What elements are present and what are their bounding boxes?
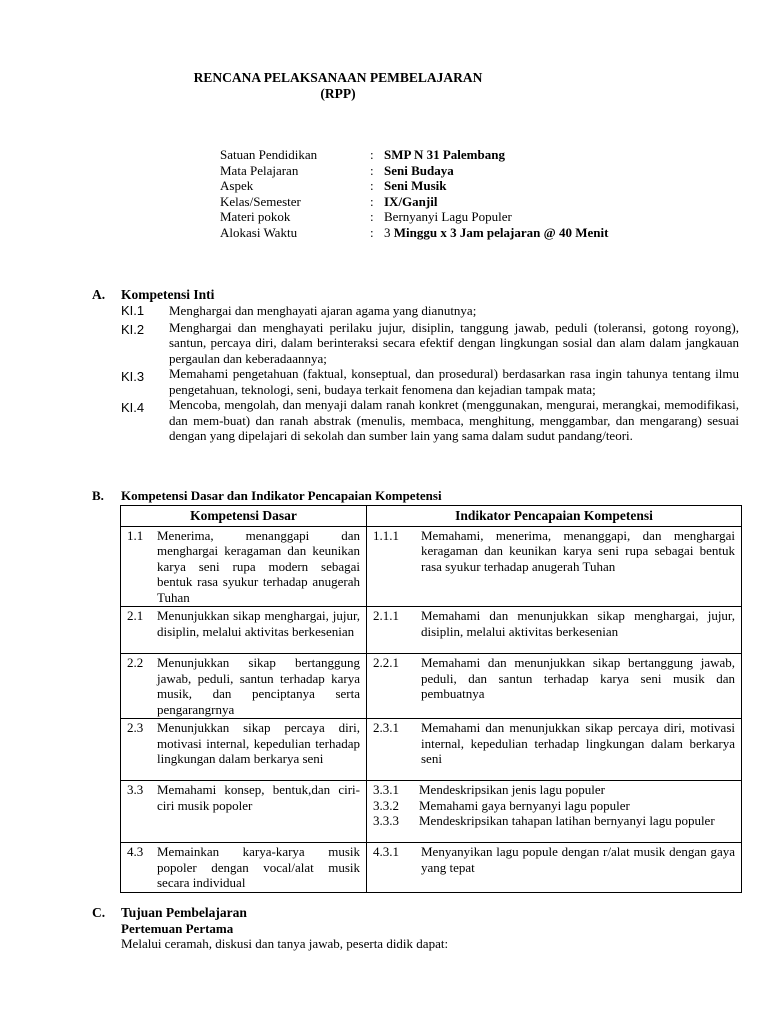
identity-colon: : <box>370 209 374 224</box>
indicator-text: Memahami, menerima, menanggapi, dan menghargai keragaman dan keunikan karya seni rupa sebagai bentuk rasa syukur terhadap anugerah Tuhan <box>421 527 735 574</box>
kd-cell <box>121 654 367 719</box>
doc-title-line1: RENCANA PELAKSANAAN PEMBELAJARAN <box>193 70 483 85</box>
identity-colon: : <box>370 224 374 240</box>
identity-row <box>220 147 608 163</box>
indicator-number: 4.3.1 <box>373 844 399 859</box>
kd-text: Menunjukkan sikap menghargai, jujur, disiplin, melalui aktivitas berkesenian <box>157 608 360 639</box>
section-title: Kompetensi Dasar dan Indikator Pencapaian Kompetensi <box>121 488 442 503</box>
kd-text: Memainkan karya-karya musik popoler dengan vocal/alat musik secara individual <box>157 844 360 890</box>
indicator-text: Memahami dan menunjukkan sikap percaya diri, motivasi internal, kepedulian terhadap lingkungan dalam berkarya seni <box>421 720 735 766</box>
kd-number: 2.2 <box>127 655 144 670</box>
indicator-cell <box>367 526 742 607</box>
ki-item <box>121 303 739 319</box>
kd-text: Memahami konsep, bentuk,dan ciri-ciri musik popoler <box>157 782 360 813</box>
identity-row <box>220 163 608 179</box>
kd-text: Menunjukkan sikap bertanggung jawab, peduli, santun terhadap karya musik, dan penciptanya serta pengarangrnya <box>157 655 360 717</box>
indicator-cell <box>367 607 742 654</box>
section-c-text: Melalui ceramah, diskusi dan tanya jawab, peserta didik dapat: <box>121 936 449 951</box>
ki-code: KI.2 <box>121 321 145 337</box>
indicator-text: Mendeskripsikan jenis lagu populer <box>419 782 605 797</box>
table-row <box>121 843 742 893</box>
indicator-cell <box>367 781 742 843</box>
identity-block <box>220 147 608 240</box>
table-row <box>121 526 742 607</box>
kd-number: 3.3 <box>127 782 144 797</box>
kd-cell <box>121 607 367 654</box>
ki-code: KI.4 <box>121 400 145 415</box>
ki-text: Mencoba, mengolah, dan menyaji dalam ranah konkret (menggunakan, mengurai, merangkai, memodifikasi, dan mem-buat) dan ranah abstrak (menulis, membaca, menghitung, menggambar, dan mengarang) sesuai dengan yang dipelajari di sekolah dan sumber lain yang sama dalam sudut pandang/teori. <box>169 397 739 443</box>
identity-row <box>220 178 608 194</box>
ki-text: Memahami pengetahuan (faktual, konseptual, dan prosedural) berdasarkan rasa ingin tahunya tentang ilmu pengetahuan, teknologi, seni, budaya terkait fenomena dan kejadian tampak mata; <box>169 366 739 397</box>
indicator-line <box>373 813 735 829</box>
ki-text: Menghargai dan menghayati ajaran agama yang dianutnya; <box>169 303 477 318</box>
doc-title-line2: (RPP) <box>320 86 356 101</box>
kd-text: Menunjukkan sikap percaya diri, motivasi internal, kepedulian terhadap lingkungan dalam berkarya seni <box>157 720 360 766</box>
indicator-number: 2.1.1 <box>373 608 399 623</box>
identity-row <box>220 194 608 210</box>
indicator-cell <box>367 654 742 719</box>
identity-key: Satuan Pendidikan <box>220 147 318 162</box>
indicator-number: 3.3.3 <box>373 813 399 828</box>
identity-value: Seni Budaya <box>384 162 454 178</box>
indicator-cell <box>367 843 742 893</box>
identity-key: Materi pokok <box>220 209 291 224</box>
table-row <box>121 607 742 654</box>
ki-item <box>121 397 739 444</box>
section-c-heading <box>92 905 247 921</box>
section-a-heading <box>92 287 214 303</box>
table-row <box>121 719 742 781</box>
identity-value: Seni Musik <box>384 178 447 193</box>
indicator-text: Memahami dan menunjukkan sikap bertanggung jawab, peduli, dan santun terhadap karya seni musik dan pembuatnya <box>421 655 735 701</box>
identity-value: SMP N 31 Palembang <box>384 147 505 162</box>
identity-colon: : <box>370 147 374 162</box>
ki-text: Menghargai dan menghayati perilaku jujur, disiplin, tanggung jawab, peduli (toleransi, gotong royong), santun, percaya diri, dalam berinteraksi secara efektif dengan lingkungan sosial dan alam dalam jangkauan pergaulan dan keberadaannya; <box>169 319 739 366</box>
identity-key: Mata Pelajaran <box>220 162 299 178</box>
kd-cell <box>121 719 367 781</box>
section-c-subtitle: Pertemuan Pertama <box>121 921 234 936</box>
indicator-text: Memahami gaya bernyanyi lagu populer <box>419 797 630 813</box>
identity-key: Kelas/Semester <box>220 193 301 209</box>
identity-row <box>220 209 608 225</box>
kd-number: 2.3 <box>127 720 144 735</box>
ki-item <box>121 366 739 397</box>
indicator-number: 3.3.1 <box>373 782 399 797</box>
identity-value: Bernyanyi Lagu Populer <box>384 209 512 224</box>
indicator-text: Mendeskripsikan tahapan latihan bernyanyi lagu populer <box>419 813 715 828</box>
indicator-line <box>373 798 735 814</box>
indicator-number: 1.1.1 <box>373 527 399 543</box>
indicator-text: Menyanyikan lagu popule dengan r/alat musik dengan gaya yang tepat <box>421 844 735 875</box>
section-letter: B. <box>92 488 104 503</box>
col-header-indicator: Indikator Pencapaian Kompetensi <box>367 506 742 527</box>
section-letter: A. <box>92 287 106 302</box>
section-title: Kompetensi Inti <box>121 287 215 302</box>
identity-value: IX/Ganjil <box>384 193 438 209</box>
kd-cell <box>121 781 367 843</box>
kd-number: 1.1 <box>127 527 144 543</box>
indicator-number: 2.2.1 <box>373 655 399 670</box>
kd-cell <box>121 843 367 893</box>
identity-colon: : <box>370 193 374 209</box>
section-title: Tujuan Pembelajaran <box>121 905 247 920</box>
table-row <box>121 654 742 719</box>
section-b-heading <box>92 488 442 504</box>
section-letter: C. <box>92 905 106 920</box>
ki-list <box>121 303 739 444</box>
indicator-text: Memahami dan menunjukkan sikap menghargai, jujur, disiplin, melalui aktivitas berkesenian <box>421 608 735 639</box>
ki-item <box>121 320 739 367</box>
kd-cell <box>121 526 367 607</box>
kd-table <box>120 505 742 893</box>
identity-colon: : <box>370 162 374 178</box>
identity-colon: : <box>370 178 374 193</box>
kd-number: 4.3 <box>127 844 144 859</box>
indicator-number: 2.3.1 <box>373 720 399 735</box>
ki-code: KI.1 <box>121 303 145 318</box>
indicator-cell <box>367 719 742 781</box>
indicator-line <box>373 782 735 798</box>
table-row <box>121 781 742 843</box>
identity-value: 3 Minggu x 3 Jam pelajaran @ 40 Menit <box>384 224 609 240</box>
identity-row <box>220 225 608 241</box>
kd-number: 2.1 <box>127 608 144 623</box>
col-header-kd: Kompetensi Dasar <box>121 506 367 527</box>
ki-code: KI.3 <box>121 369 145 384</box>
kd-table-header <box>121 506 742 527</box>
indicator-number: 3.3.2 <box>373 797 399 813</box>
identity-key: Aspek <box>220 178 254 193</box>
identity-key: Alokasi Waktu <box>220 224 298 240</box>
kd-text: Menerima, menanggapi dan menghargai keragaman dan keunikan karya seni rupa modern sebagai bentuk rasa syukur terhadap anugerah Tuhan <box>157 527 360 605</box>
